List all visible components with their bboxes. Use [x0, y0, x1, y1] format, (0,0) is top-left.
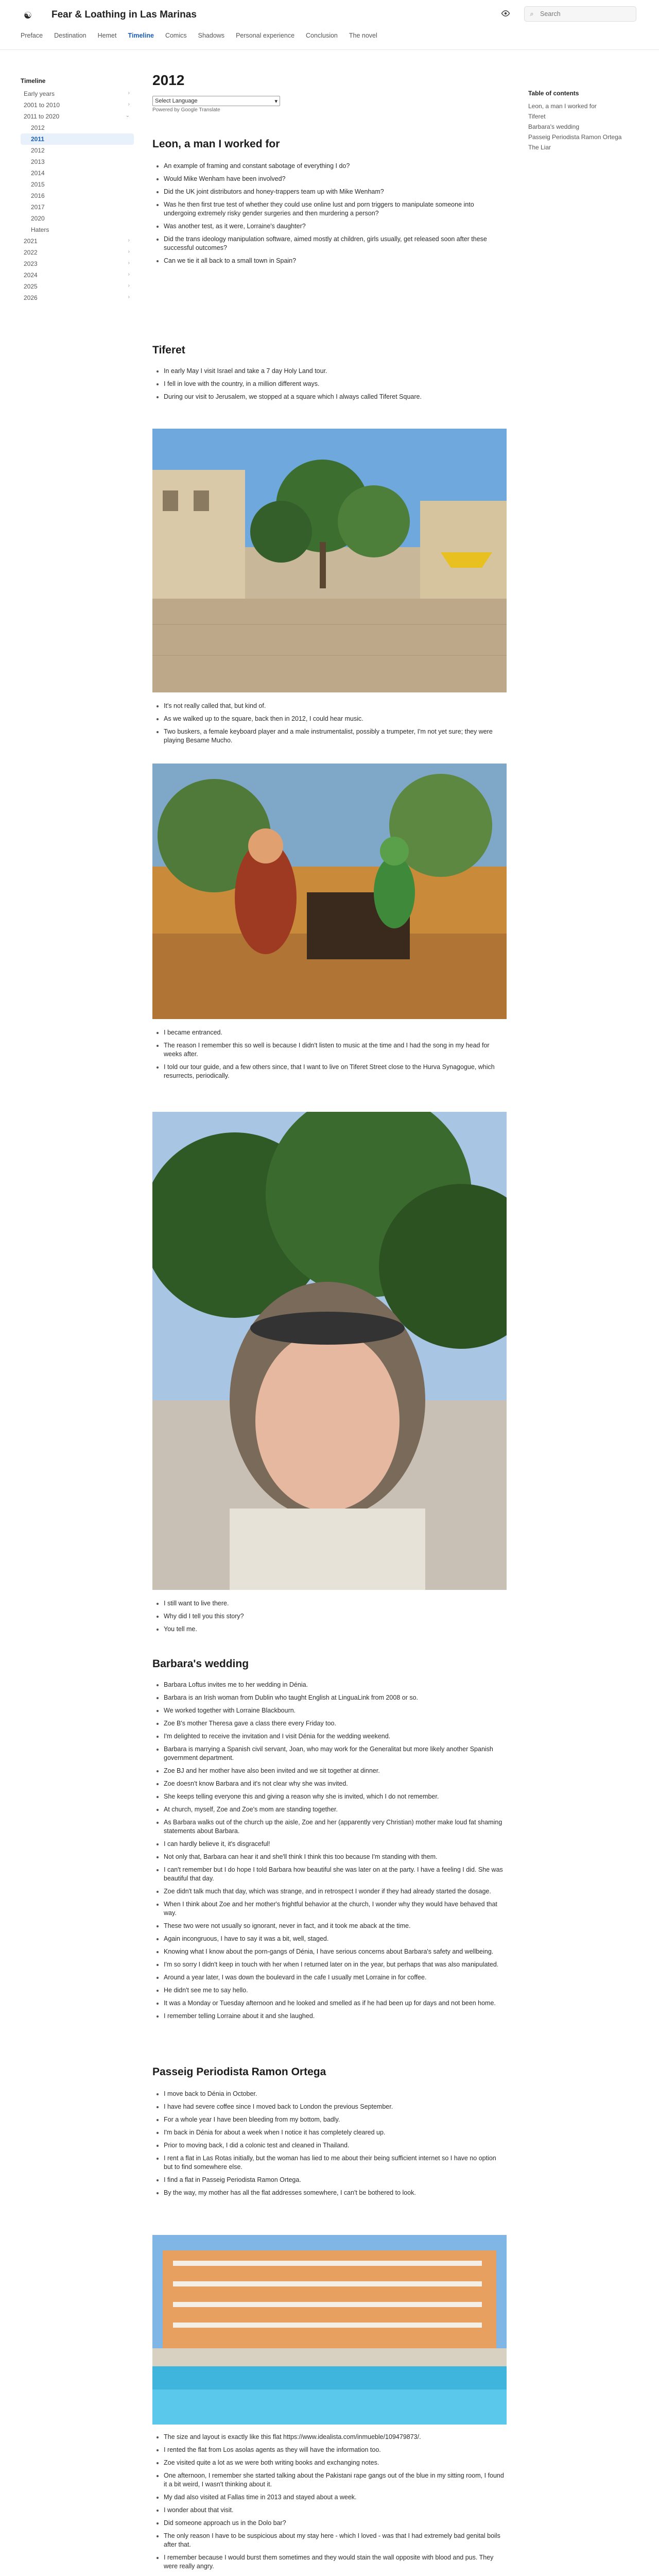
list-item: • I told our tour guide, and a few others since, that I want to live on Tiferet Street close to the Hurva Synagogue, which resurrects, periodically. — [164, 1063, 507, 1080]
toc-item-leon[interactable]: Leon, a man I worked for — [528, 103, 597, 110]
chevron-right-icon: › — [128, 283, 130, 289]
sidebar-year[interactable]: 2012 — [31, 147, 45, 154]
chevron-right-icon: › — [128, 249, 130, 255]
list-item: • I still want to live there. — [164, 1599, 507, 1608]
list-item: • It was a Monday or Tuesday afternoon and he looked and smelled as if he had been up for days and not been home. — [164, 1999, 507, 2008]
sidebar-item-label: 2021 — [24, 238, 38, 245]
eye-icon[interactable] — [498, 6, 513, 21]
list-item: • Why did I tell you this story? — [164, 1612, 507, 1621]
search-box[interactable] — [524, 6, 636, 22]
sidebar-item-label: 2001 to 2010 — [24, 101, 60, 109]
nav-shadows[interactable]: Shadows — [198, 32, 225, 39]
list-item: • Was he then first true test of whether they could use online lust and porn triggers to manipulate someone into undergoing extremely risky gender surgeries and then murdering a person? — [164, 200, 507, 218]
list-item: • In early May I visit Israel and take a 7 day Holy Land tour. — [164, 367, 507, 376]
sidebar-year[interactable]: 2016 — [31, 192, 45, 199]
chevron-down-icon: ⌄ — [125, 113, 130, 118]
list-item: • The size and layout is exactly like this flat https://www.idealista.com/inmueble/109479873/. — [164, 2433, 507, 2442]
list-item: • My dad also visited at Fallas time in 2013 and stayed about a week. — [164, 2493, 507, 2502]
list-item: • I wonder about that visit. — [164, 2506, 507, 2515]
tiferet-list-c — [152, 1028, 507, 1084]
list-item: • During our visit to Jerusalem, we stopped at a square which I always called Tiferet Square. — [164, 393, 507, 401]
sidebar-year[interactable]: 2017 — [31, 204, 45, 211]
sidebar-year[interactable]: 2014 — [31, 170, 45, 177]
list-item: • For a whole year I have been bleeding from my bottom, badly. — [164, 2115, 507, 2124]
toc-item-tiferet[interactable]: Tiferet — [528, 113, 546, 120]
apartment-pool-photo — [152, 2235, 507, 2425]
toc-item-passeig[interactable]: Passeig Periodista Ramon Ortega — [528, 133, 622, 141]
list-item: • I became entranced. — [164, 1028, 507, 1037]
nav-hemet[interactable]: Hemet — [97, 32, 117, 39]
page-title: 2012 — [152, 72, 185, 88]
nav-conclusion[interactable]: Conclusion — [306, 32, 338, 39]
tiferet-list-a — [152, 367, 507, 405]
sidebar-item-2021[interactable] — [21, 235, 134, 247]
list-item: • Zoe visited quite a lot as we were both writing books and exchanging notes. — [164, 2459, 507, 2467]
toc-item-wedding[interactable]: Barbara's wedding — [528, 123, 580, 130]
section-title-tiferet: Tiferet — [152, 344, 185, 356]
list-item: • Barbara Loftus invites me to her wedding in Dénia. — [164, 1681, 507, 1689]
nav-destination[interactable]: Destination — [54, 32, 86, 39]
sidebar-year[interactable]: 2012 — [31, 124, 45, 131]
list-item: • The reason I remember this so well is because I didn't listen to music at the time and I had the song in my head for weeks after. — [164, 1041, 507, 1059]
list-item: • Again incongruous, I have to say it was a bit, well, staged. — [164, 1935, 507, 1943]
portrait-photo — [152, 1112, 507, 1590]
list-item: • I remember because I would burst them sometimes and they would stain the wall opposite with blood and pus. They were really angry. — [164, 2553, 507, 2571]
sidebar-item-2024[interactable] — [21, 269, 134, 281]
tiferet-list-b — [152, 702, 507, 749]
list-item: • Not only that, Barbara can hear it and she'll think I think this too because I'm standing with them. — [164, 1853, 507, 1861]
list-item: • Zoe didn't talk much that day, which was strange, and in retrospect I wonder if they had already started the dosage. — [164, 1887, 507, 1896]
list-item: • He didn't see me to say hello. — [164, 1986, 507, 1995]
nav-timeline[interactable]: Timeline — [128, 32, 154, 39]
list-item: • Did someone approach us in the Dolo bar? — [164, 2519, 507, 2528]
list-item: • By the way, my mother has all the flat addresses somewhere, I can't be bothered to look. — [164, 2189, 507, 2197]
table-of-contents — [528, 90, 631, 152]
list-item: • Zoe B's mother Theresa gave a class there every Friday too. — [164, 1719, 507, 1728]
list-item: • Did the trans ideology manipulation software, aimed mostly at children, girls usually, get released soon after these successful outcomes? — [164, 235, 507, 252]
list-item: • Was another test, as it were, Lorraine's daughter? — [164, 222, 507, 231]
sidebar-heading: Timeline — [21, 77, 46, 84]
sidebar-year[interactable]: 2020 — [31, 215, 45, 222]
sidebar-item-label: 2022 — [24, 249, 38, 256]
list-item: • Prior to moving back, I did a colonic test and cleaned in Thailand. — [164, 2141, 507, 2150]
language-select-value: Select Language — [155, 98, 198, 104]
list-item: • Barbara is an Irish woman from Dublin who taught English at LinguaLink from 2008 or so. — [164, 1693, 507, 1702]
list-item: • I can hardly believe it, it's disgraceful! — [164, 1840, 507, 1849]
search-input[interactable] — [539, 10, 629, 18]
toc-heading: Table of contents — [528, 90, 579, 97]
list-item: • I find a flat in Passeig Periodista Ramon Ortega. — [164, 2176, 507, 2184]
sidebar-item-2022[interactable] — [21, 247, 134, 258]
list-item: • An example of framing and constant sabotage of everything I do? — [164, 162, 507, 171]
tiferet-list-d — [152, 1599, 507, 1638]
list-item: • As we walked up to the square, back then in 2012, I could hear music. — [164, 715, 507, 723]
powered-by-text: Powered by Google Translate — [152, 107, 220, 113]
nav-personal-experience[interactable]: Personal experience — [236, 32, 295, 39]
chevron-right-icon: › — [128, 272, 130, 277]
list-item: • I rented the flat from Los asolas agents as they will have the information too. — [164, 2446, 507, 2454]
list-item: • When I think about Zoe and her mother's frightful behavior at the church, I wonder why they would have behaved that way. — [164, 1900, 507, 1918]
sidebar-year-current[interactable]: 2011 — [21, 133, 134, 145]
sidebar-year[interactable]: Haters — [31, 226, 49, 233]
passeig-list-a — [152, 2090, 507, 2201]
sidebar-item-label: Early years — [24, 90, 55, 97]
list-item: • I have had severe coffee since I moved back to London the previous September. — [164, 2103, 507, 2111]
sidebar-item-early-years[interactable] — [21, 88, 134, 99]
list-item: • I'm back in Dénia for about a week when I notice it has completely cleared up. — [164, 2128, 507, 2137]
sidebar-item-2023[interactable] — [21, 258, 134, 269]
chevron-right-icon: › — [128, 238, 130, 243]
sidebar-year[interactable]: 2015 — [31, 181, 45, 188]
list-item: • I'm delighted to receive the invitation and I visit Dénia for the wedding weekend. — [164, 1732, 507, 1741]
chevron-right-icon: › — [128, 90, 130, 96]
sidebar-item-2001-2010[interactable] — [21, 99, 134, 111]
sidebar-item-label: 2026 — [24, 294, 38, 301]
list-item: • I move back to Dénia in October. — [164, 2090, 507, 2098]
search-icon: ⌕ — [530, 10, 534, 18]
sidebar-item-label: 2023 — [24, 260, 38, 267]
chevron-right-icon: › — [128, 294, 130, 300]
top-nav — [21, 32, 377, 39]
site-logo-icon[interactable]: ☯ — [23, 10, 32, 21]
list-item: • The only reason I have to be suspicious about my stay here - which I loved - was that I had extremely bad genital boils after that. — [164, 2532, 507, 2549]
list-item: • Two buskers, a female keyboard player and a male instrumentalist, possibly a trumpeter, I'm not yet sure; they were playing Besame Mucho. — [164, 727, 507, 745]
language-select[interactable] — [152, 96, 280, 106]
list-item: • As Barbara walks out of the church up the aisle, Zoe and her (apparently very Christian) mother make loud fat shaming statements about Barbara. — [164, 1818, 507, 1836]
sidebar — [21, 77, 134, 303]
site-title[interactable]: Fear & Loathing in Las Marinas — [51, 9, 197, 20]
toc-item-the-liar[interactable]: The Liar — [528, 144, 551, 151]
section-title-passeig: Passeig Periodista Ramon Ortega — [152, 2066, 326, 2078]
sidebar-year[interactable]: 2013 — [31, 158, 45, 165]
list-item: • Zoe doesn't know Barbara and it's not clear why she was invited. — [164, 1780, 507, 1788]
list-item: • Can we tie it all back to a small town in Spain? — [164, 257, 507, 265]
nav-the-novel[interactable]: The novel — [349, 32, 377, 39]
list-item: • These two were not usually so ignorant, never in fact, and it took me aback at the time. — [164, 1922, 507, 1930]
list-item: • We worked together with Lorraine Blackbourn. — [164, 1706, 507, 1715]
list-item: • I remember telling Lorraine about it and she laughed. — [164, 2012, 507, 2021]
list-item: • Zoe BJ and her mother have also been invited and we sit together at dinner. — [164, 1767, 507, 1775]
list-item: • Did the UK joint distributors and honey-trappers team up with Mike Wenham? — [164, 188, 507, 196]
nav-preface[interactable]: Preface — [21, 32, 43, 39]
list-item: • I can't remember but I do hope I told Barbara how beautiful she was later on at the party. I have a feeling I did. She was beautiful that day. — [164, 1866, 507, 1883]
list-item: • One afternoon, I remember she started talking about the Pakistani rape gangs out of the blue in my sitting room, I found it a bit weird, I wasn't thinking about it. — [164, 2471, 507, 2489]
chevron-down-icon: ▾ — [274, 98, 278, 105]
list-item: • You tell me. — [164, 1625, 507, 1634]
site-header — [0, 0, 659, 50]
list-item: • Knowing what I know about the porn-gangs of Dénia, I have serious concerns about Barbara's safety and wellbeing. — [164, 1947, 507, 1956]
list-item: • I fell in love with the country, in a million different ways. — [164, 380, 507, 388]
nav-comics[interactable]: Comics — [165, 32, 187, 39]
sidebar-item-2011-2020[interactable] — [21, 111, 134, 122]
buskers-painting — [152, 764, 507, 1019]
section-title-leon: Leon, a man I worked for — [152, 138, 280, 150]
chevron-right-icon: › — [128, 101, 130, 107]
passeig-list-b — [152, 2433, 507, 2576]
sidebar-item-label: 2025 — [24, 283, 38, 290]
leon-list — [152, 162, 507, 269]
sidebar-item-2025[interactable] — [21, 281, 134, 292]
wedding-list — [152, 1681, 507, 2025]
jerusalem-square-photo — [152, 429, 507, 692]
list-item: • Would Mike Wenham have been involved? — [164, 175, 507, 183]
list-item: • At church, myself, Zoe and Zoe's mom are standing together. — [164, 1805, 507, 1814]
list-item: • She keeps telling everyone this and giving a reason why she is invited, which I do not remember. — [164, 1792, 507, 1801]
list-item: • I rent a flat in Las Rotas initially, but the woman has lied to me about their being sufficient internet so I have no option but to find somewhere else. — [164, 2154, 507, 2172]
sidebar-item-2026[interactable] — [21, 292, 134, 303]
list-item: • Barbara is marrying a Spanish civil servant, Joan, who may work for the Generalitat but more likely another Spanish government department. — [164, 1745, 507, 1762]
list-item: • It's not really called that, but kind of. — [164, 702, 507, 710]
list-item: • Around a year later, I was down the boulevard in the cafe I usually met Lorraine in for coffee. — [164, 1973, 507, 1982]
sidebar-item-label: 2011 to 2020 — [24, 113, 60, 120]
chevron-right-icon: › — [128, 260, 130, 266]
section-title-wedding: Barbara's wedding — [152, 1658, 249, 1670]
sidebar-item-label: 2024 — [24, 272, 38, 279]
list-item: • I'm so sorry I didn't keep in touch with her when I returned later on in the year, but perhaps that was also manipulated. — [164, 1960, 507, 1969]
